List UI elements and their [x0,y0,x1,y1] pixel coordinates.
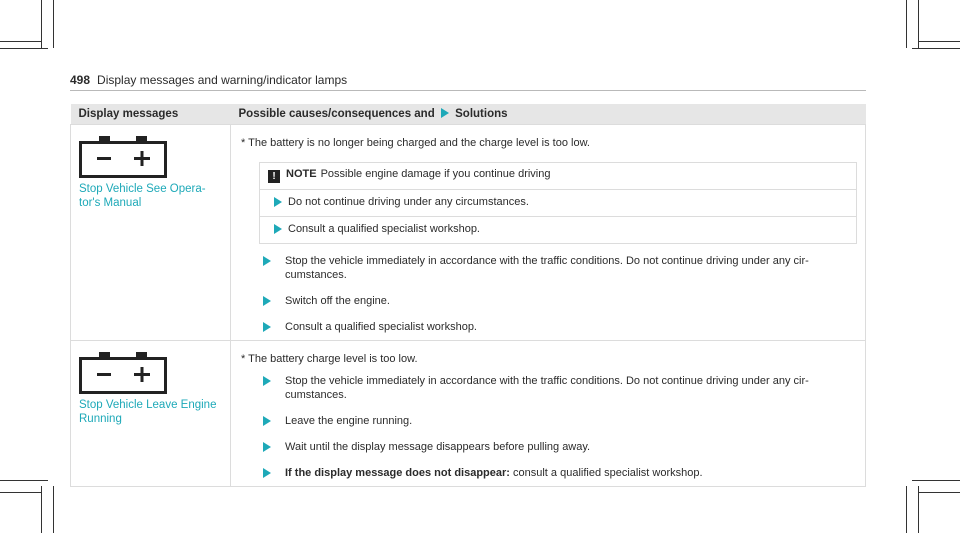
step-text: Stop the vehicle immediately in accordance with the traffic conditions. Do not continue driving under any cir- cumstances. [285,255,809,281]
page-header [70,71,866,91]
solution-step [239,294,857,308]
step-text: Consult a qualified specialist workshop. [285,321,477,333]
crop-mark [912,48,960,49]
crop-mark [912,480,960,481]
note-box [259,162,857,244]
table-row [71,341,866,487]
solution-step [239,414,857,428]
step-text: Stop the vehicle immediately in accordance with the traffic conditions. Do not continue driving under any cir- cumstances. [285,375,809,401]
cause-text: * The battery charge level is too low. [241,353,418,365]
solution-step [239,320,857,334]
cause-text: * The battery is no longer being charged and the charge level is too low. [241,137,590,149]
note-step-text: Do not continue driving under any circumstances. [288,196,529,208]
step-lead: If the display message does not disappear: [285,467,510,479]
note-text: Possible engine damage if you continue driving [320,168,551,180]
crop-mark [918,486,919,533]
column-header-messages: Display messages [71,104,231,125]
display-message: Stop Vehicle Leave Engine Running [79,399,217,425]
step-text: Wait until the display message disappears before pulling away. [285,441,591,453]
solution-step [239,374,857,402]
solution-step [239,440,857,454]
arrow-icon [263,416,271,426]
note-title: NOTE [286,168,317,180]
step-text: consult a qualified specialist workshop. [509,467,703,479]
arrow-icon [263,256,271,266]
causes-cell [231,125,866,341]
crop-mark [41,486,42,533]
arrow-icon [263,376,271,386]
causes-label: Possible causes/consequences and [238,108,435,120]
crop-mark [918,41,960,42]
note-step [260,189,856,216]
crop-mark [0,492,41,493]
display-messages-table [70,104,866,487]
solution-step [239,466,857,480]
crop-mark [906,0,907,48]
crop-mark [0,48,48,49]
display-message: Stop Vehicle See Opera- tor's Manual [79,183,206,209]
crop-mark [53,486,54,533]
arrow-icon [263,442,271,452]
table-row [71,125,866,341]
crop-mark [0,41,41,42]
battery-icon [79,136,167,178]
warning-icon: ! [268,170,280,183]
note-step [260,216,856,243]
solutions-label: Solutions [455,108,508,120]
crop-mark [41,0,42,48]
crop-mark [0,480,48,481]
page-title: Display messages and warning/indicator lamps [97,73,348,87]
arrow-icon [441,108,449,118]
note-header [260,163,856,189]
arrow-icon [263,322,271,332]
battery-icon [79,352,167,394]
crop-mark [918,492,960,493]
arrow-icon [263,468,271,478]
message-cell [71,341,231,487]
arrow-icon [274,224,282,234]
arrow-icon [263,296,271,306]
note-step-text: Consult a qualified specialist workshop. [288,223,480,235]
step-text: Switch off the engine. [285,295,390,307]
step-text: Leave the engine running. [285,415,413,427]
page-number: 498 [70,73,91,87]
causes-cell [231,341,866,487]
column-header-causes [231,104,866,125]
arrow-icon [274,197,282,207]
solution-step [239,254,857,282]
crop-mark [906,486,907,533]
crop-mark [53,0,54,48]
message-cell [71,125,231,341]
